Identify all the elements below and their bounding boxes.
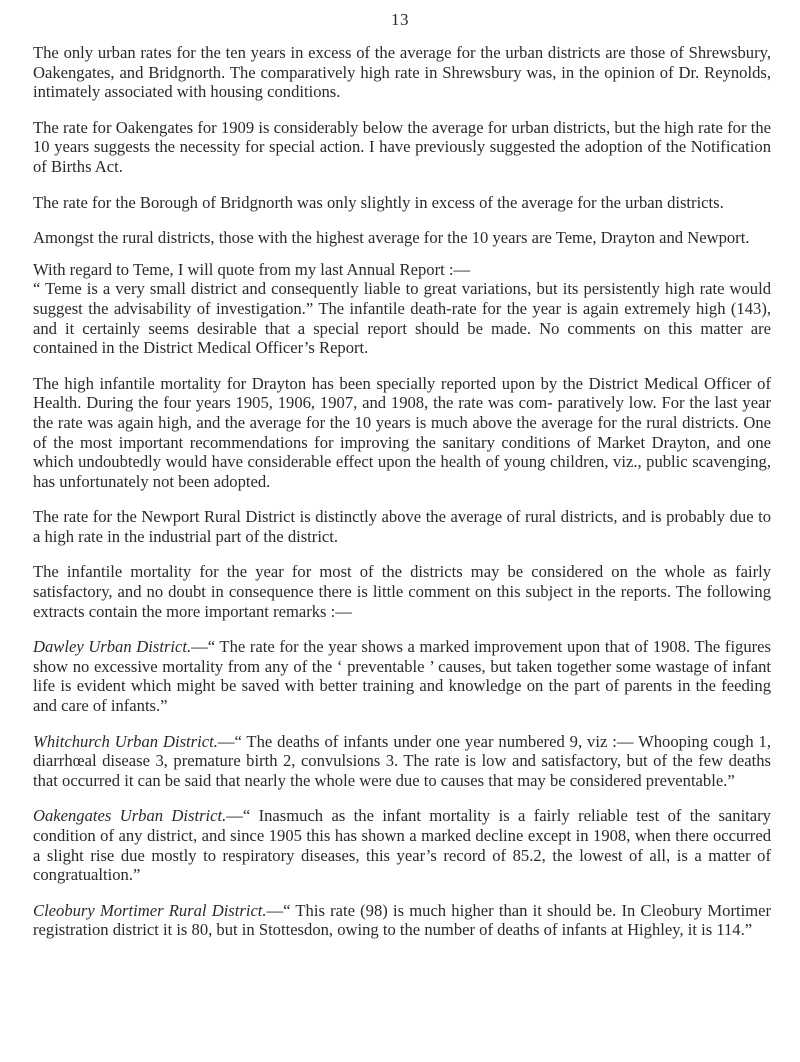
paragraph-teme-intro: With regard to Teme, I will quote from my last Annual Report :— [33, 259, 471, 279]
district-name: Dawley Urban District. [33, 637, 192, 657]
extract-cleobury-mortimer [33, 901, 771, 940]
paragraph-rural-districts: Amongst the rural districts, those with the highest average for the 10 years are Teme, Drayton and Newport. [33, 228, 750, 248]
extract-text: —“ The deaths of infants under one year numbered 9, viz :— Whooping cough 1, diarrhœal disease 3, premature birth 2, convulsions 3. The rate is low and satisfactory, but of the few deaths that occurred it can be said that nearly the whole were due to causes that may be considered preventable.” [33, 731, 771, 790]
paragraph-bridgnorth: The rate for the Borough of Bridgnorth was only slightly in excess of the average for the urban districts. [33, 192, 724, 212]
district-name: Whitchurch Urban District. [33, 731, 218, 751]
extract-text: —“ This rate (98) is much higher than it should be. In Cleobury Mortimer registration district it is 80, but in Stottesdon, owing to the number of deaths of infants at Highley, it is 114.” [33, 900, 771, 940]
extract-dawley [33, 637, 771, 715]
paragraph-urban-rates: The only urban rates for the ten years in excess of the average for the urban districts are those of Shrewsbury, Oakengates, and Bridgnorth. The comparatively high rate in Shrewsbury was, in the opinion of Dr. Reynolds, intimately associated with housing conditions. [33, 43, 771, 102]
paragraph-infantile-mortality: The infantile mortality for the year for most of the districts may be considered on the whole as fairly satisfactory, and no doubt in consequence there is little comment on this subject in the reports. The following extracts contain the more important remarks :— [33, 562, 771, 621]
paragraph-newport: The rate for the Newport Rural District is distinctly above the average of rural districts, and is probably due to a high rate in the industrial part of the district. [33, 507, 771, 546]
paragraph-oakengates: The rate for Oakengates for 1909 is considerably below the average for urban districts, but the high rate for the 10 years suggests the necessity for special action. I have previously suggested the adoption of the Notification of Births Act. [33, 117, 771, 176]
district-name: Cleobury Mortimer Rural District. [33, 900, 267, 920]
paragraph-drayton: The high infantile mortality for Drayton has been specially reported upon by the District Medical Officer of Health. During the four years 1905, 1906, 1907, and 1908, the rate was com- paratively low. For the last year the rate was again high, and the average for the 10 years is much above the average for the rural districts. One of the most important recommendations for improving the sanitary conditions of Market Drayton, and one which undoubtedly would have considerable effect upon the health of young children, viz., public scavenging, has unfortunately not been adopted. [33, 373, 771, 491]
page-number: 13 [391, 10, 409, 29]
extract-text: —“ The rate for the year shows a marked improvement upon that of 1908. The figures show no excessive mortality from any of the ‘ preventable ’ causes, but taken together some wastage of infant life is evident which might be saved with better training and knowledge on the part of parents in the feeding and care of infants.” [33, 637, 772, 716]
district-name: Oakengates Urban District. [33, 806, 227, 826]
extract-oakengates [33, 806, 771, 884]
report-body [33, 43, 771, 940]
extract-whitchurch [33, 732, 771, 791]
paragraph-teme-quote: “ Teme is a very small district and consequently liable to great variations, but its persistently high rate would suggest the advisability of investigation.” The infantile death-rate for the year is again extremely high (143), and it certainly seems desirable that a special report should be made. No comments on this matter are contained in the District Medical Officer’s Report. [33, 279, 771, 358]
extract-text: —“ Inasmuch as the infant mortality is a fairly reliable test of the sanitary condition of any district, and since 1905 this has shown a marked decline except in 1908, when there occurred a slight rise due mostly to respiratory diseases, this year’s record of 85.2, the lowest of all, is a matter of congratualtion.” [33, 806, 771, 885]
